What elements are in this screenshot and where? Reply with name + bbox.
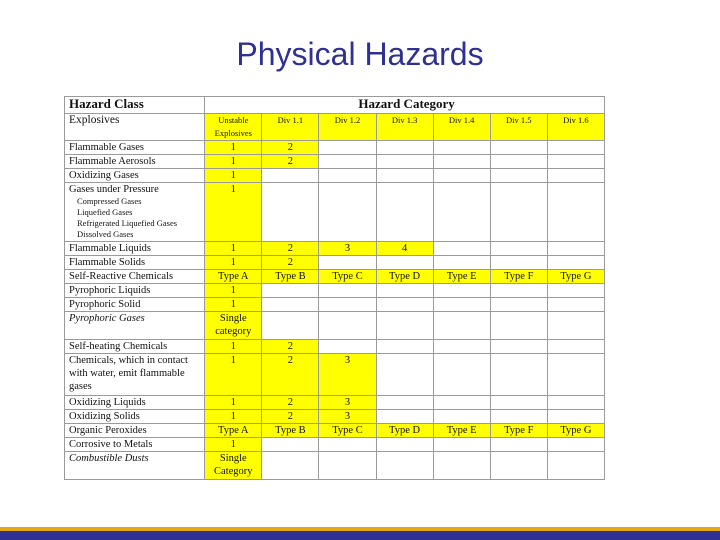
hazard-category-header: Hazard Category — [205, 97, 605, 114]
hazard-class-cell — [65, 242, 205, 256]
hazard-class-cell — [65, 452, 205, 480]
slide-title: Physical Hazards — [236, 36, 484, 72]
empty-cell — [319, 340, 376, 354]
table-row — [65, 438, 605, 452]
empty-cell — [262, 312, 319, 340]
empty-cell — [376, 410, 433, 424]
empty-cell — [433, 354, 490, 396]
hazard-class-cell — [65, 396, 205, 410]
empty-cell — [319, 141, 376, 155]
hazard-class-label: Pyrophoric Liquids — [69, 285, 151, 296]
cell-div-1-6: Div 1.6 — [547, 114, 604, 141]
hazard-category-cell: Type B — [262, 270, 319, 284]
empty-cell — [490, 284, 547, 298]
empty-cell — [547, 354, 604, 396]
empty-cell — [376, 340, 433, 354]
empty-cell — [490, 298, 547, 312]
hazard-class-cell — [65, 340, 205, 354]
empty-cell — [376, 183, 433, 242]
hazard-subclass-label: Refrigerated Liquefied Gases — [77, 218, 178, 228]
empty-cell — [490, 340, 547, 354]
hazard-category-cell: 1 — [205, 183, 262, 242]
hazard-class-cell — [65, 169, 205, 183]
empty-cell — [376, 169, 433, 183]
header-row — [65, 97, 605, 114]
hazard-category-cell: 2 — [262, 410, 319, 424]
empty-cell — [547, 169, 604, 183]
empty-cell — [376, 256, 433, 270]
hazard-category-cell: 2 — [262, 155, 319, 169]
hazard-category-cell: 1 — [205, 242, 262, 256]
table-row — [65, 424, 605, 438]
empty-cell — [490, 256, 547, 270]
hazard-category-cell: Type A — [205, 270, 262, 284]
hazard-category-cell: 3 — [319, 410, 376, 424]
hazard-class-cell — [65, 270, 205, 284]
hazard-class-label: Oxidizing Solids — [69, 411, 140, 422]
empty-cell — [490, 354, 547, 396]
empty-cell — [490, 438, 547, 452]
hazard-class-label: Self-Reactive Chemicals — [69, 271, 174, 282]
cell-unstable-explosives: Unstable Explosives — [205, 114, 262, 141]
table-row — [65, 410, 605, 424]
empty-cell — [490, 155, 547, 169]
hazard-class-label: Flammable Gases — [69, 142, 144, 153]
table-row — [65, 256, 605, 270]
empty-cell — [433, 340, 490, 354]
hazard-class-label: Flammable Liquids — [69, 243, 151, 254]
table-row — [65, 169, 605, 183]
footer-blue-bar — [0, 531, 720, 540]
empty-cell — [262, 169, 319, 183]
table-row — [65, 298, 605, 312]
table-row — [65, 340, 605, 354]
hazard-category-cell: 1 — [205, 141, 262, 155]
table-row — [65, 141, 605, 155]
hazard-subclass-label: Compressed Gases — [77, 196, 142, 206]
empty-cell — [376, 452, 433, 480]
table-row — [65, 242, 605, 256]
empty-cell — [547, 452, 604, 480]
hazard-class-cell — [65, 438, 205, 452]
table-row-explosives — [65, 114, 605, 141]
hazard-class-label: Gases under Pressure — [69, 184, 159, 195]
empty-cell — [376, 354, 433, 396]
hazard-class-label: Pyrophoric Gases — [69, 313, 145, 324]
hazard-category-cell: 2 — [262, 256, 319, 270]
empty-cell — [547, 298, 604, 312]
empty-cell — [433, 298, 490, 312]
empty-cell — [376, 438, 433, 452]
empty-cell — [490, 169, 547, 183]
empty-cell — [433, 284, 490, 298]
hazard-category-cell: Type F — [490, 270, 547, 284]
empty-cell — [433, 141, 490, 155]
empty-cell — [490, 396, 547, 410]
hazard-subclass-label: Liquefied Gases — [77, 207, 133, 217]
hazard-category-cell: Type C — [319, 270, 376, 284]
empty-cell — [376, 396, 433, 410]
empty-cell — [262, 298, 319, 312]
empty-cell — [319, 284, 376, 298]
hazard-category-cell: Type C — [319, 424, 376, 438]
empty-cell — [319, 256, 376, 270]
empty-cell — [262, 284, 319, 298]
hazard-category-cell: Type E — [433, 424, 490, 438]
hazard-class-label: Organic Peroxides — [69, 425, 147, 436]
empty-cell — [547, 410, 604, 424]
empty-cell — [547, 256, 604, 270]
empty-cell — [319, 155, 376, 169]
hazard-category-cell: 1 — [205, 410, 262, 424]
hazard-table — [64, 96, 605, 480]
empty-cell — [319, 438, 376, 452]
hazard-category-cell: 1 — [205, 284, 262, 298]
hazard-category-cell: Type A — [205, 424, 262, 438]
hazard-category-cell: 2 — [262, 141, 319, 155]
hazard-category-cell: 2 — [262, 340, 319, 354]
hazard-class-label: Pyrophoric Solid — [69, 299, 141, 310]
hazard-class-cell — [65, 141, 205, 155]
empty-cell — [319, 169, 376, 183]
hazard-category-cell: 2 — [262, 396, 319, 410]
table-row — [65, 183, 605, 242]
empty-cell — [433, 256, 490, 270]
empty-cell — [319, 298, 376, 312]
hazard-category-cell: 2 — [262, 242, 319, 256]
hazard-class-label: Combustible Dusts — [69, 453, 149, 464]
hazard-class-label: Self-heating Chemicals — [69, 341, 168, 352]
hazard-category-cell: 1 — [205, 354, 262, 396]
hazard-class-header: Hazard Class — [65, 97, 205, 114]
hazard-category-cell: 4 — [376, 242, 433, 256]
empty-cell — [376, 284, 433, 298]
hazard-category-cell: 1 — [205, 298, 262, 312]
hazard-category-cell: Type E — [433, 270, 490, 284]
empty-cell — [547, 312, 604, 340]
empty-cell — [547, 141, 604, 155]
table-row — [65, 396, 605, 410]
hazard-class-cell — [65, 183, 205, 242]
empty-cell — [376, 141, 433, 155]
hazard-class-cell — [65, 354, 205, 396]
table-row — [65, 452, 605, 480]
empty-cell — [547, 242, 604, 256]
hazard-class-label: Chemicals, which in contact with water, emit flammable gases — [69, 355, 188, 392]
hazard-category-cell: 1 — [205, 169, 262, 183]
empty-cell — [319, 183, 376, 242]
hazard-class-cell — [65, 155, 205, 169]
empty-cell — [376, 312, 433, 340]
hazard-class-cell — [65, 312, 205, 340]
hazard-category-cell: 3 — [319, 354, 376, 396]
empty-cell — [433, 312, 490, 340]
empty-cell — [433, 438, 490, 452]
hazard-category-cell: Type D — [376, 424, 433, 438]
hazard-class-cell — [65, 284, 205, 298]
hazard-category-cell: Type B — [262, 424, 319, 438]
hazard-category-cell: 1 — [205, 438, 262, 452]
hazard-category-cell: Type D — [376, 270, 433, 284]
hazard-class-cell — [65, 256, 205, 270]
empty-cell — [490, 452, 547, 480]
table-row — [65, 284, 605, 298]
hazard-category-cell: 2 — [262, 354, 319, 396]
hazard-class-label: Flammable Solids — [69, 257, 146, 268]
hazard-category-cell: Type G — [547, 270, 604, 284]
table-row — [65, 354, 605, 396]
empty-cell — [547, 438, 604, 452]
class-explosives: Explosives — [65, 114, 205, 141]
hazard-class-cell — [65, 298, 205, 312]
empty-cell — [547, 284, 604, 298]
hazard-category-cell: 1 — [205, 256, 262, 270]
hazard-category-cell: 3 — [319, 396, 376, 410]
cell-div-1-4: Div 1.4 — [433, 114, 490, 141]
empty-cell — [433, 452, 490, 480]
empty-cell — [433, 410, 490, 424]
table-row — [65, 155, 605, 169]
empty-cell — [319, 312, 376, 340]
empty-cell — [262, 452, 319, 480]
cell-div-1-1: Div 1.1 — [262, 114, 319, 141]
empty-cell — [490, 242, 547, 256]
cell-div-1-2: Div 1.2 — [319, 114, 376, 141]
hazard-category-cell: 3 — [319, 242, 376, 256]
empty-cell — [433, 155, 490, 169]
empty-cell — [490, 312, 547, 340]
hazard-class-label: Oxidizing Gases — [69, 170, 139, 181]
empty-cell — [433, 396, 490, 410]
table-row — [65, 312, 605, 340]
empty-cell — [490, 410, 547, 424]
empty-cell — [547, 340, 604, 354]
empty-cell — [547, 155, 604, 169]
hazard-category-cell: Type G — [547, 424, 604, 438]
empty-cell — [547, 183, 604, 242]
cell-div-1-3: Div 1.3 — [376, 114, 433, 141]
empty-cell — [376, 298, 433, 312]
empty-cell — [319, 452, 376, 480]
empty-cell — [547, 396, 604, 410]
empty-cell — [433, 169, 490, 183]
hazard-category-cell: Single Category — [205, 452, 262, 480]
hazard-subclass-label: Dissolved Gases — [77, 229, 134, 239]
hazard-category-cell: 1 — [205, 340, 262, 354]
hazard-class-label: Flammable Aerosols — [69, 156, 156, 167]
hazard-class-cell — [65, 424, 205, 438]
hazard-category-cell: Type F — [490, 424, 547, 438]
empty-cell — [262, 438, 319, 452]
empty-cell — [376, 155, 433, 169]
cell-div-1-5: Div 1.5 — [490, 114, 547, 141]
hazard-class-label: Oxidizing Liquids — [69, 397, 146, 408]
hazard-category-cell: 1 — [205, 396, 262, 410]
table-row — [65, 270, 605, 284]
empty-cell — [490, 141, 547, 155]
empty-cell — [490, 183, 547, 242]
hazard-class-cell — [65, 410, 205, 424]
hazard-class-label: Corrosive to Metals — [69, 439, 153, 450]
hazard-category-cell: Single category — [205, 312, 262, 340]
empty-cell — [262, 183, 319, 242]
empty-cell — [433, 183, 490, 242]
hazard-category-cell: 1 — [205, 155, 262, 169]
empty-cell — [433, 242, 490, 256]
